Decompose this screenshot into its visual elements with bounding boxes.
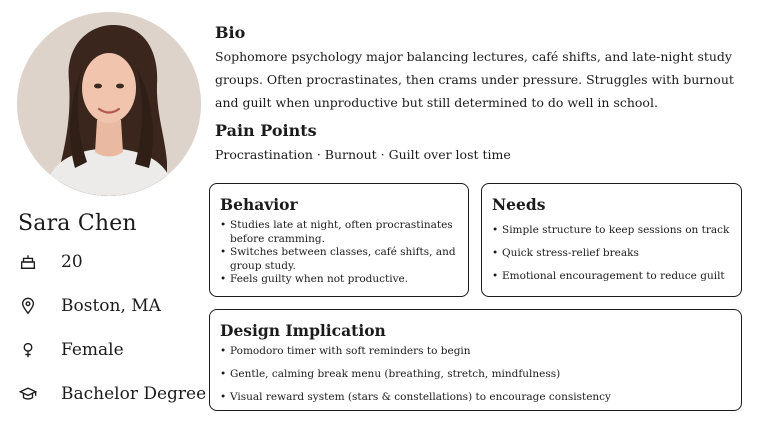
bio-text: Sophomore psychology major balancing lectures, café shifts, and late-night study groups. Often procrastinates, then crams under pressure. Struggles with burnout and guilt when unproductive but still determined to do well in school. <box>215 49 734 110</box>
needs-item: • Emotional encouragement to reduce guilt <box>492 270 733 284</box>
design-implication-item: • Pomodoro timer with soft reminders to begin <box>220 345 733 359</box>
graduation-cap-icon <box>18 384 38 404</box>
location-row <box>18 293 161 319</box>
needs-heading: Needs <box>492 195 546 214</box>
needs-list <box>492 224 733 293</box>
design-implication-item: • Visual reward system (stars & constellations) to encourage consistency <box>220 391 733 405</box>
design-implication-heading: Design Implication <box>220 321 386 340</box>
portrait-illustration <box>17 12 201 196</box>
education-value: Bachelor Degree <box>61 384 207 404</box>
age-value: 20 <box>61 252 83 272</box>
behavior-item: • Feels guilty when not productive. <box>220 273 460 287</box>
behavior-item: • Switches between classes, café shifts, and group study. <box>220 246 460 273</box>
location-pin-icon <box>18 296 38 316</box>
needs-card <box>481 183 742 297</box>
needs-item: • Simple structure to keep sessions on track <box>492 224 733 238</box>
location-value: Boston, MA <box>61 296 161 316</box>
female-gender-icon <box>18 340 38 360</box>
bio-heading: Bio <box>215 23 246 42</box>
age-row <box>18 249 83 275</box>
profile-photo <box>17 12 201 196</box>
education-row <box>18 381 207 407</box>
gender-row <box>18 337 124 363</box>
design-implication-card <box>209 309 742 411</box>
birthday-cake-icon <box>18 252 38 272</box>
behavior-item: • Studies late at night, often procrastinates before cramming. <box>220 219 460 246</box>
persona-name: Sara Chen <box>18 211 137 236</box>
pain-points-heading: Pain Points <box>215 121 317 140</box>
behavior-heading: Behavior <box>220 195 298 214</box>
behavior-list <box>220 219 460 287</box>
design-implication-list <box>220 345 733 414</box>
gender-value: Female <box>61 340 124 360</box>
design-implication-item: • Gentle, calming break menu (breathing, stretch, mindfulness) <box>220 368 733 382</box>
pain-points-text: Procrastination · Burnout · Guilt over lost time <box>215 147 511 162</box>
needs-item: • Quick stress-relief breaks <box>492 247 733 261</box>
behavior-card <box>209 183 469 297</box>
